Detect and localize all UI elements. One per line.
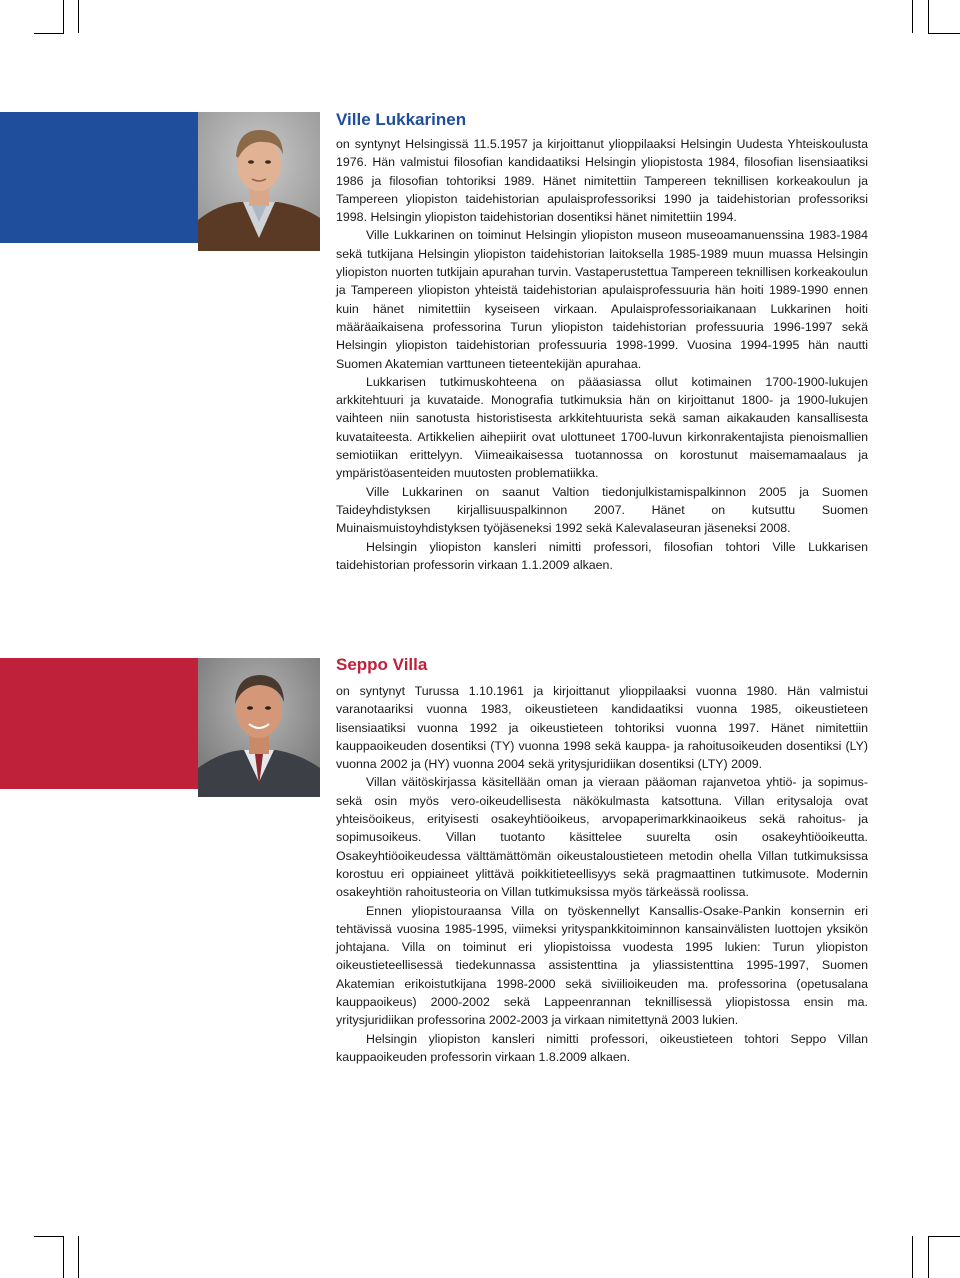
paragraph: on syntynyt Turussa 1.10.1961 ja kirjoittanut ylioppilaaksi vuonna 1980. Hän valmistui varanotaariksi vuonna 1983, oikeustieteen kandidaatiksi vuonna 1985, oikeustieteen lisensiaatiksi vuonna 1992 ja oikeustieteen tohtoriksi vuonna 1997. Hänet nimitettiin kauppaoikeuden dosentiksi (TY) vuonna 1998 sekä kauppa- ja rahoitusoikeuden dosentiksi (LY) vuonna 2002 ja (HY) vuonna 2004 sekä yritysjuridiikan dosentiksi (LTY) 2009. bbox=[336, 684, 868, 772]
accent-bar-red bbox=[0, 658, 198, 789]
crop-mark-top-left-vertical-2 bbox=[78, 0, 79, 33]
crop-mark-top-right-vertical bbox=[912, 0, 913, 33]
paragraph: Helsingin yliopiston kansleri nimitti professori, filosofian tohtori Ville Lukkarisen taidehistorian professorin virkaan 1.1.2009 alkaen. bbox=[336, 539, 868, 572]
profile-name: Ville Lukkarinen bbox=[336, 110, 467, 129]
profile-body bbox=[336, 682, 868, 1066]
crop-mark-bottom-right-vertical bbox=[912, 1236, 913, 1278]
paragraph: Ennen yliopistouraansa Villa on työskennellyt Kansallis-Osake-Pankin konsernin eri tehtävissä vuosina 1985-1995, viimeksi yrityspankkitoiminnon kansainvälisten luottojen yksikön johtajana. Villa on toiminut eri yliopistoissa vuodesta 1995 lukien: Turun yliopiston oikeustieteellisessä tiedekunnassa assistenttina ja yliassistenttina 1995-1997, Suomen Akatemian erikoistutkijana 1998-2000 sekä siviilioikeuden ma. professorina (opetusalana kauppaoikeus) 2000-2002 sekä Lappeenrannan teknillisessä yliopistossa ensin ma. yritysjuridiikan professorina 2002-2003 ja virkaan nimitettynä 2003 lukien. bbox=[336, 903, 868, 1028]
crop-mark-bottom-right-vertical-2 bbox=[928, 1236, 929, 1278]
crop-mark-top-right-vertical-2 bbox=[928, 0, 929, 33]
crop-mark-bottom-left-vertical-2 bbox=[78, 1236, 79, 1278]
paragraph: Villan väitöskirjassa käsitellään oman ja vieraan pääoman rajanvetoa yhtiö- ja sopimus- sekä osin myös vero-oikeudellisesta näkökulmasta katsottuna. Villan eritysaloja ovat yhteisöoikeus, erityisesti osakeyhtiöoikeus, arvopaperimarkkinaoikeus sekä rahoitus- ja sopimusoikeus. Villan tuotanto käsittelee suurelta osin osakeyhtiöoikeutta. Osakeyhtiöoikeudessa välttämättömän oikeustaloustieteen metodin ohella Villan tutkimuksissa korostuu eri oppiaineet ylittävä poikkitieteellisyys sekä pragmaattinen tutkimusote. Modernin osakeyhtiön rahoitusteoria on Villan tutkimuksissa myös tärkeässä roolissa. bbox=[336, 775, 868, 900]
portrait-photo-lukkarinen bbox=[198, 112, 320, 251]
crop-mark-top-left-vertical bbox=[63, 0, 64, 33]
profile-name: Seppo Villa bbox=[336, 655, 428, 674]
paragraph: Helsingin yliopiston kansleri nimitti professori, oikeustieteen tohtori Seppo Villan kauppaoikeuden professorin virkaan 1.8.2009 alkaen. bbox=[336, 1031, 868, 1064]
paragraph: on syntynyt Helsingissä 11.5.1957 ja kirjoittanut ylioppilaaksi Helsingin Uudesta Yhteiskoulusta 1976. Hän valmistui filosofian kandidaatiksi Helsingin yliopistosta 1984, filosofian lisensiaatiksi 1986 ja filosofian tohtoriksi 1989. Hänet nimitettiin Tampereen teknillisen korkeakoulun ja Tampereen yliopiston taidehistorian apulaisprofessoriksi 1990 ja taidehistorian professoriksi 1998. Helsingin yliopiston taidehistorian dosentiksi hänet nimitettiin 1994. bbox=[336, 137, 868, 225]
paragraph: Ville Lukkarinen on toiminut Helsingin yliopiston museon museoamanuenssina 1983-1984 sekä tutkijana Helsingin yliopiston taidehistorian laitoksella 1985-1989 muun muassa Helsingin yliopiston nuorten tutkijain apurahan turvin. Vastaperustettua Tampereen teknillisen korkeakoulun ja Tampereen yliopiston yhteistä taidehistorian apulaisprofessuuria hän hoiti 1989-1990 ennen kuin hänet nimitettiin kyseiseen virkaan. Apulaisprofessoriaikanaan Lukkarinen hoiti määräaikaisena professorina Turun yliopiston taidehistorian professuuria 1996-1997 sekä Helsingin yliopiston taidehistorian professuuria 1998-1999. Vuosina 1994-1995 hän nautti Suomen Akatemian varttuneen tieteentekijän apurahaa. bbox=[336, 228, 868, 371]
crop-mark-bottom-left-vertical bbox=[63, 1236, 64, 1278]
portrait-photo-villa bbox=[198, 658, 320, 797]
crop-mark-bottom-left-horizontal bbox=[34, 1236, 64, 1237]
profile-body bbox=[336, 135, 868, 574]
crop-mark-top-left-horizontal bbox=[34, 33, 64, 34]
crop-mark-bottom-right-horizontal bbox=[928, 1236, 960, 1237]
paragraph: Lukkarisen tutkimuskohteena on pääasiassa ollut kotimainen 1700-1900-lukujen arkkitehtuuri ja kuvataide. Monografia tutkimuksia hän on kirjoittanut 1800- ja 1900-lukujen vaihteen niin sanotusta historistisesta arkkitehtuurista sekä saman aikakauden kansallisesta kuvataiteesta. Artikkelien aihepiirit ovat ulottuneet 1700-luvun kirkonrakentajista pienoismallien semiotiikan erittelyyn. Viimeaikaisessa tuotannossa on korostunut maisemamaalaus ja ympäristöasenteiden muutosten problematiikka. bbox=[336, 374, 868, 481]
paragraph: Ville Lukkarinen on saanut Valtion tiedonjulkistamispalkinnon 2005 ja Suomen Taideyhdistyksen kirjallisuuspalkinnon 2007. Hänet on kutsuttu Suomen Muinaismuistoyhdistyksen työjäseneksi 1992 sekä Kalevalaseuran jäseneksi 2008. bbox=[336, 484, 868, 536]
accent-bar-blue bbox=[0, 112, 198, 243]
crop-mark-top-right-horizontal bbox=[928, 33, 960, 34]
